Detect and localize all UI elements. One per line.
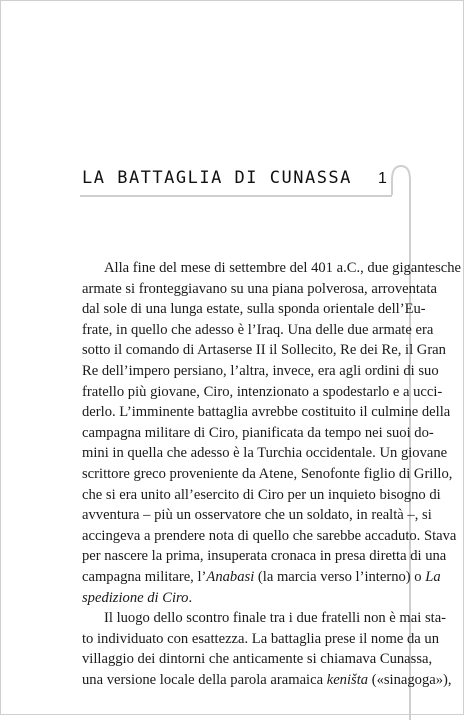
text-run: campagna militare, l’ (82, 568, 207, 585)
italic-text: La (425, 568, 441, 585)
paragraph-1-line (82, 258, 462, 279)
paragraph-1-line (82, 423, 434, 444)
text-run: frate, in quello che adesso è l’Iraq. Una delle due armate era (82, 321, 434, 338)
text-run: (la marcia verso l’interno) o (254, 568, 426, 585)
paragraph-1-line (82, 382, 443, 403)
paragraph-1-line (82, 588, 400, 609)
text-run: villaggio dei dintorni che anticamente si chiamava Cunassa, (82, 651, 433, 668)
text-run: una versione locale della parola aramaica (82, 671, 327, 688)
text-run: mini in quella che adesso è la Turchia occidentale. Un giovane (82, 445, 448, 462)
text-run: Re dell’impero persiano, l’altra, invece, era agli ordini di suo (82, 362, 439, 379)
text-run: accingeva a prendere nota di quello che sarebbe accaduto. Stava (82, 527, 457, 544)
italic-text: spedizione di Ciro (82, 589, 189, 606)
text-run: Il luogo dello scontro finale tra i due fratelli non è mai sta- (104, 610, 447, 627)
paragraph-1-line (82, 546, 447, 567)
italic-text: Anabasi (206, 568, 255, 585)
paragraph-2-line (82, 629, 440, 650)
text-run: sotto il comando di Artaserse II il Sollecito, Re dei Re, il Gran (82, 342, 446, 359)
text-run: dal sole di una lunga estate, sulla sponda orientale dell’Eu- (82, 301, 426, 318)
text-run: campagna militare di Ciro, pianificata da tempo nei suoi do- (82, 424, 434, 441)
text-run: avventura – più un osservatore che un soldato, in realtà –, si (82, 507, 432, 524)
text-run: («sinagoga»), (368, 671, 452, 688)
text-run: scrittore greco proveniente da Atene, Senofonte figlio di Grillo, (82, 465, 453, 482)
paragraph-1-line (82, 464, 453, 485)
paragraph-1-line (82, 485, 441, 506)
paragraph-2-line (82, 649, 433, 670)
text-run: . (188, 589, 193, 606)
text-run: che si era unito all’esercito di Ciro per un inquieto bisogno di (82, 486, 441, 503)
paragraph-1-line (82, 402, 451, 423)
paragraph-1-line (82, 526, 457, 547)
paragraph-2-line (82, 670, 452, 691)
paragraph-1-line (82, 320, 434, 341)
chapter-number: 1 (378, 170, 387, 187)
body-text (82, 258, 462, 690)
text-run: per nascere la prima, insuperata cronaca in presa diretta di una (82, 548, 447, 565)
paragraph-1-line (82, 299, 426, 320)
text-run: armate si fronteggiavano su una piana polverosa, arroventata (82, 280, 437, 297)
chapter-rule-horizontal (80, 195, 392, 197)
italic-text: keništa (326, 671, 369, 688)
paragraph-1-line (82, 340, 446, 361)
chapter-title: LA BATTAGLIA DI CUNASSA (82, 168, 352, 188)
text-run: Alla fine del mese di settembre del 401 a.C., due gigantesche (104, 260, 462, 276)
paragraph-1-line (82, 279, 437, 300)
paragraph-2-line (82, 608, 447, 629)
text-run: to individuato con esattezza. La battaglia prese il nome da un (82, 630, 440, 647)
paragraph-1-line (82, 505, 432, 526)
paragraph-1-line (82, 567, 441, 588)
text-run: fratello più giovane, Ciro, intenzionato a spodestarlo e a ucci- (82, 383, 443, 400)
text-run: derlo. L’imminente battaglia avrebbe costituito il culmine della (82, 404, 451, 421)
paragraph-1-line (82, 361, 439, 382)
paragraph-1-line (82, 443, 448, 464)
